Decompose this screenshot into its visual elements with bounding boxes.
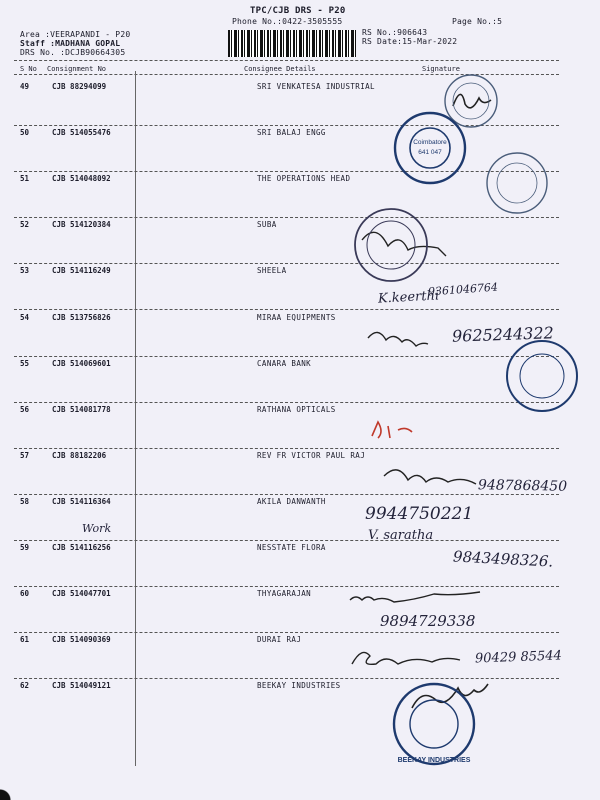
rubber-stamp-beekay bbox=[390, 680, 478, 768]
scan-artifact bbox=[0, 774, 18, 800]
col-sno: S No bbox=[20, 65, 37, 73]
rubber-stamp-engg bbox=[392, 110, 468, 186]
area-label: Area :VEERAPANDI - P20 bbox=[20, 30, 131, 39]
row-consignee: THE OPERATIONS HEAD bbox=[257, 174, 351, 184]
row-sno: 53 bbox=[20, 266, 30, 276]
table-row bbox=[0, 497, 600, 543]
row-sno: 58 bbox=[20, 496, 30, 506]
barcode bbox=[228, 30, 356, 57]
handwritten-phone-57: 9487868450 bbox=[477, 477, 568, 495]
phone-number: Phone No.:0422-3505555 bbox=[232, 17, 343, 26]
row-consignment-no: CJB 514116364 bbox=[52, 496, 111, 506]
row-consignment-no: CJB 514081778 bbox=[52, 404, 111, 414]
row-consignee: RATHANA OPTICALS bbox=[257, 404, 336, 414]
row-consignment-no: CJB 514047701 bbox=[52, 589, 111, 599]
table-row bbox=[0, 681, 600, 727]
row-consignment-no: CJB 514048092 bbox=[52, 174, 111, 184]
handwritten-phone-53: 9361046764 bbox=[427, 280, 499, 299]
rubber-stamp-52 bbox=[352, 206, 430, 284]
row-sno: 56 bbox=[20, 404, 30, 414]
row-sno: 61 bbox=[20, 635, 30, 645]
row-consignment-no: CJB 513756826 bbox=[52, 312, 111, 322]
row-consignee: CANARA BANK bbox=[257, 358, 312, 368]
row-consignee: SUBA bbox=[257, 220, 277, 230]
row-separator bbox=[14, 356, 559, 357]
rubber-stamp-bank bbox=[504, 338, 580, 414]
row-sno: 51 bbox=[20, 174, 30, 184]
row-separator bbox=[14, 448, 559, 449]
row-separator bbox=[14, 217, 559, 218]
row-consignment-no: CJB 514049121 bbox=[52, 681, 111, 691]
row-consignee: NESSTATE FLORA bbox=[257, 543, 326, 552]
rs-number: RS No.:906643 bbox=[362, 28, 428, 37]
row-consignment-no: CJB 88182206 bbox=[52, 450, 107, 460]
row-consignee: SRI VENKATESA INDUSTRIAL bbox=[257, 82, 375, 91]
row-sno: 60 bbox=[20, 589, 30, 599]
row-sno: 54 bbox=[20, 312, 30, 322]
table-row bbox=[0, 220, 600, 266]
drs-number: DRS No. :DCJB90664305 bbox=[20, 48, 126, 57]
handwritten-name-59: V. saratha bbox=[368, 528, 434, 543]
handwritten-phone-61: 90429 85544 bbox=[474, 648, 563, 667]
row-consignee: REV FR VICTOR PAUL RAJ bbox=[257, 450, 366, 460]
row-sno: 59 bbox=[20, 543, 30, 552]
col-consignee: Consignee Details bbox=[244, 65, 316, 73]
handwritten-note-58: Work bbox=[82, 522, 112, 535]
handwritten-phone-58: 9944750221 bbox=[365, 504, 474, 524]
row-sno: 50 bbox=[20, 128, 30, 138]
row-consignee: BEEKAY INDUSTRIES bbox=[257, 681, 341, 691]
row-separator bbox=[14, 309, 559, 310]
table-row bbox=[0, 589, 600, 635]
rubber-stamp-51 bbox=[484, 150, 550, 216]
staff-label: Staff :MADHANA GOPAL bbox=[20, 39, 121, 48]
row-consignment-no: CJB 514116249 bbox=[52, 266, 111, 276]
table-row bbox=[0, 266, 600, 312]
col-consignment: Consignment No bbox=[47, 65, 107, 73]
row-consignment-no: CJB 514120384 bbox=[52, 220, 111, 230]
row-consignment-no: CJB 514090369 bbox=[52, 635, 111, 645]
row-consignment-no: CJB 88294099 bbox=[52, 82, 107, 91]
row-consignee: SHEELA bbox=[257, 266, 287, 276]
row-sno: 49 bbox=[20, 82, 30, 91]
row-consignee: DURAI RAJ bbox=[257, 635, 302, 645]
row-separator bbox=[14, 540, 559, 541]
row-sno: 57 bbox=[20, 450, 30, 460]
row-consignment-no: CJB 514055476 bbox=[52, 128, 111, 138]
handwritten-phone-54: 9625244322 bbox=[451, 323, 555, 346]
row-separator bbox=[14, 171, 559, 172]
page-number: Page No.:5 bbox=[452, 17, 503, 26]
row-consignee: SRI BALAJ ENGG bbox=[257, 128, 326, 138]
row-consignment-no: CJB 514116256 bbox=[52, 543, 111, 552]
table-row bbox=[0, 82, 600, 128]
row-separator bbox=[14, 402, 559, 403]
handwritten-phone-60: 9894729338 bbox=[380, 612, 476, 630]
sheet-title: TPC/CJB DRS - P20 bbox=[250, 6, 346, 16]
handwritten-name-53: K.keerthi bbox=[377, 288, 440, 307]
row-separator bbox=[14, 263, 559, 264]
row-separator bbox=[14, 586, 559, 587]
stamp-engg-pin: 641 047 bbox=[418, 149, 442, 156]
col-signature: Signature bbox=[422, 65, 460, 73]
row-sno: 52 bbox=[20, 220, 30, 230]
row-separator bbox=[14, 494, 559, 495]
header-rule-top bbox=[14, 60, 559, 61]
row-consignment-no: CJB 514069601 bbox=[52, 358, 111, 368]
row-consignee: MIRAA EQUIPMENTS bbox=[257, 312, 336, 322]
rs-date: RS Date:15-Mar-2022 bbox=[362, 37, 458, 46]
row-separator bbox=[14, 632, 559, 633]
stamp-engg-city: Coimbatore bbox=[413, 139, 447, 146]
row-sno: 55 bbox=[20, 358, 30, 368]
row-consignee: AKILA DANWANTH bbox=[257, 496, 326, 506]
handwritten-phone-59: 9843498326. bbox=[452, 547, 554, 571]
row-consignee: THYAGARAJAN bbox=[257, 589, 312, 599]
row-sno: 62 bbox=[20, 681, 30, 691]
stamp-beekay-text: BEEKAY INDUSTRIES bbox=[397, 757, 471, 764]
